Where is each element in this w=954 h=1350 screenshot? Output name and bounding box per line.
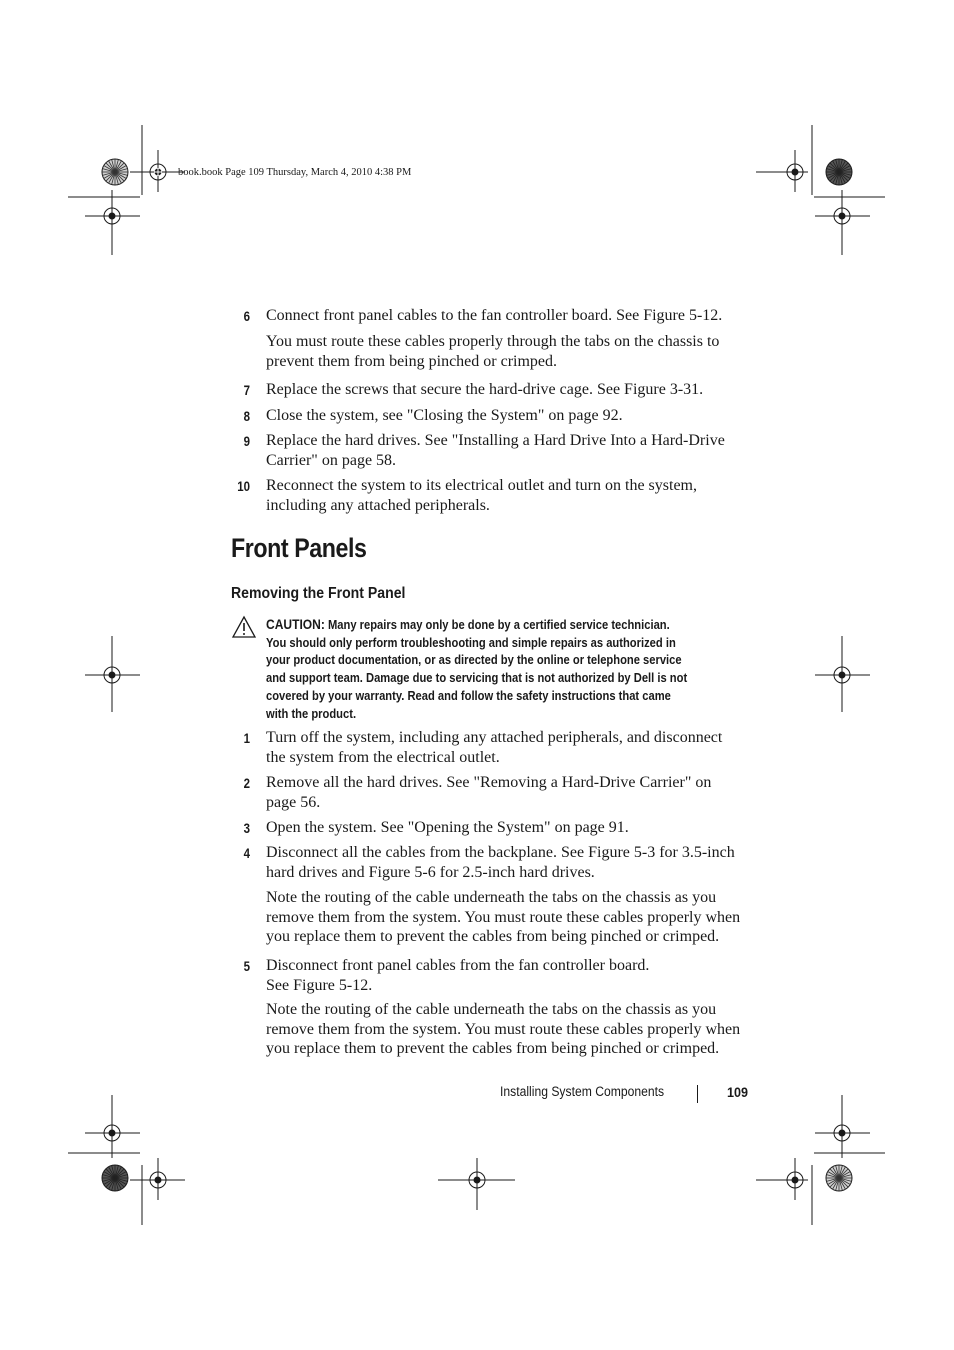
starburst-target-icon <box>102 159 128 185</box>
registration-mark-icon <box>756 150 808 192</box>
step-number: 4 <box>243 845 250 861</box>
step-note: Note the routing of the cable underneath the tabs on the chassis as you remove them from the system. You must route these cables properly when you replace them to prevent the cables from being pinched or crimped. <box>266 889 741 945</box>
subsection-title: Removing the Front Panel <box>231 585 406 602</box>
step-text: Disconnect front panel cables from the fan controller board. See Figure 5-12. <box>266 957 650 994</box>
step-number: 7 <box>243 382 250 398</box>
step-text: Connect front panel cables to the fan controller board. See Figure 5-12. <box>266 307 723 324</box>
registration-mark-icon <box>85 636 140 712</box>
step-number: 10 <box>237 478 250 494</box>
step-number: 6 <box>243 308 250 324</box>
step-number: 9 <box>243 433 250 449</box>
starburst-target-icon <box>102 1165 128 1191</box>
registration-mark-icon <box>438 1158 515 1210</box>
step-text: Disconnect all the cables from the backplane. See Figure 5-3 for 3.5-inch hard drives and Figure 5-6 for 2.5-inch hard drives. <box>266 844 735 881</box>
file-info-stamp: book.book Page 109 Thursday, March 4, 2010 4:38 PM <box>178 167 412 178</box>
registration-mark-icon <box>85 1095 140 1158</box>
step-text: Replace the screws that secure the hard-drive cage. See Figure 3-31. <box>266 381 704 398</box>
registration-mark-icon <box>130 1158 185 1200</box>
step-note: You must route these cables properly through the tabs on the chassis to prevent them from being pinched or crimped. <box>266 333 720 370</box>
registration-mark-icon <box>815 636 870 712</box>
step-text: Close the system, see "Closing the System" on page 92. <box>266 407 623 424</box>
caution-notice: CAUTION: Many repairs may only be done by a certified service technician. You should only perform troubleshooting and simple repairs as authorized in your product documentation, or as directed by the online or telephone service and support team. Damage due to servicing that is not authorized by Dell is not covered by your warranty. Read and follow the safety instructions that came with the product. <box>266 616 688 721</box>
page-number: 109 <box>727 1084 749 1100</box>
registration-mark-icon <box>756 1158 808 1200</box>
step-text: Reconnect the system to its electrical outlet and turn on the system, including any attached peripherals. <box>266 477 697 514</box>
footer-section-title: Installing System Components <box>500 1084 665 1099</box>
registration-mark-icon <box>130 150 185 192</box>
step-text: Remove all the hard drives. See "Removing a Hard-Drive Carrier" on page 56. <box>266 774 712 811</box>
step-text: Open the system. See "Opening the System" on page 91. <box>266 819 629 836</box>
step-note: Note the routing of the cable underneath the tabs on the chassis as you remove them from the system. You must route these cables properly when you replace them to prevent the cables from being pinched or crimped. <box>266 1001 741 1057</box>
section-title: Front Panels <box>231 533 367 563</box>
registration-mark-icon <box>815 1095 870 1158</box>
step-text: Replace the hard drives. See "Installing a Hard Drive Into a Hard-Drive Carrier" on page 58. <box>266 432 725 469</box>
step-number: 8 <box>243 408 250 424</box>
starburst-target-icon <box>826 159 852 185</box>
step-text: Turn off the system, including any attached peripherals, and disconnect the system from the electrical outlet. <box>266 729 723 766</box>
step-number: 5 <box>243 958 250 974</box>
registration-mark-icon <box>85 190 140 255</box>
caution-label: CAUTION: <box>266 616 325 632</box>
caution-triangle-icon <box>231 615 257 639</box>
footer-divider <box>697 1085 698 1103</box>
registration-mark-icon <box>815 190 870 255</box>
step-number: 3 <box>243 820 250 836</box>
step-number: 2 <box>243 775 250 791</box>
step-number: 1 <box>243 730 250 746</box>
starburst-target-icon <box>826 1165 852 1191</box>
